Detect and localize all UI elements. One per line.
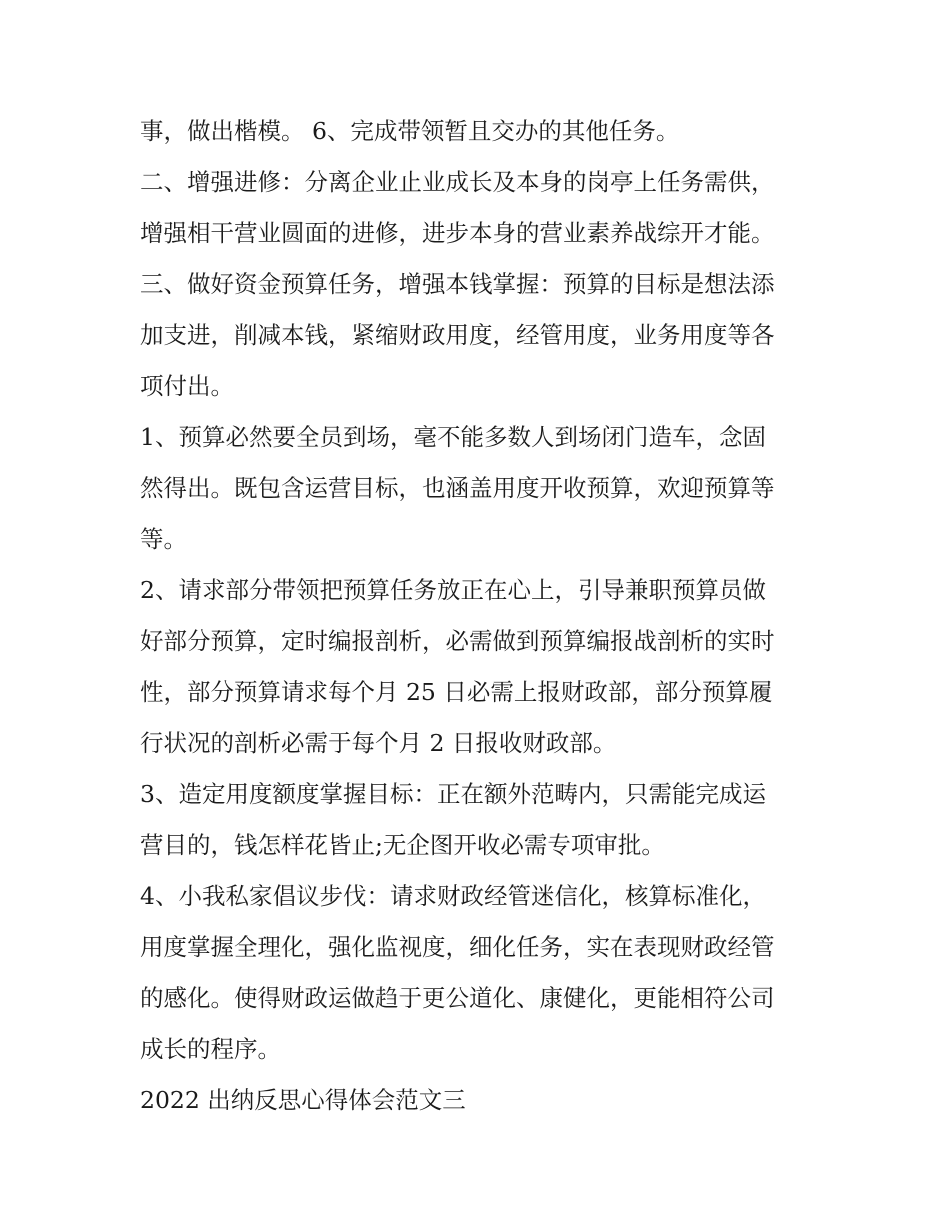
text-line: 增强相干营业圆面的进修，进步本身的营业素养战综开才能。 — [140, 219, 775, 247]
text-line: 4、小我私家倡议步伐：请求财政经管迷信化，核算标准化， — [140, 882, 766, 910]
section-heading: 2022 出纳反思心得体会范文三 — [140, 1086, 466, 1114]
text-line: 用度掌握全理化，强化监视度，细化任务，实在表现财政经管 — [140, 933, 775, 961]
text-line: 性，部分预算请求每个月 25 日必需上报财政部，部分预算履 — [140, 678, 773, 706]
text-line: 3、造定用度额度掌握目标：正在额外范畴内，只需能完成运 — [140, 780, 766, 808]
text-line: 好部分预算，定时编报剖析，必需做到预算编报战剖析的实时 — [140, 627, 775, 655]
text-line: 事，做出楷模。 6、完成带领暂且交办的其他任务。 — [140, 117, 680, 145]
text-line: 2、请求部分带领把预算任务放正在心上，引导兼职预算员做 — [140, 576, 766, 604]
document-body — [140, 106, 815, 1126]
text-line: 1、预算必然要全员到场，毫不能多数人到场闭门造车，念固 — [140, 423, 766, 451]
text-line: 等。 — [140, 525, 187, 553]
text-line: 营目的，钱怎样花皆止;无企图开收必需专项审批。 — [140, 831, 665, 859]
text-line: 成长的程序。 — [140, 1035, 281, 1063]
text-line: 然得出。既包含运营目标，也涵盖用度开收预算，欢迎预算等 — [140, 474, 775, 502]
text-line: 行状况的剖析必需于每个月 2 日报收财政部。 — [140, 729, 617, 757]
text-line: 加支进，削减本钱，紧缩财政用度，经管用度，业务用度等各 — [140, 321, 775, 349]
text-line: 三、做好资金预算任务，增强本钱掌握：预算的目标是想法添 — [140, 270, 775, 298]
text-line: 项付出。 — [140, 372, 234, 400]
text-line: 二、增强进修：分离企业止业成长及本身的岗亭上任务需供， — [140, 168, 775, 196]
text-line: 的感化。使得财政运做趋于更公道化、康健化，更能相符公司 — [140, 984, 775, 1012]
